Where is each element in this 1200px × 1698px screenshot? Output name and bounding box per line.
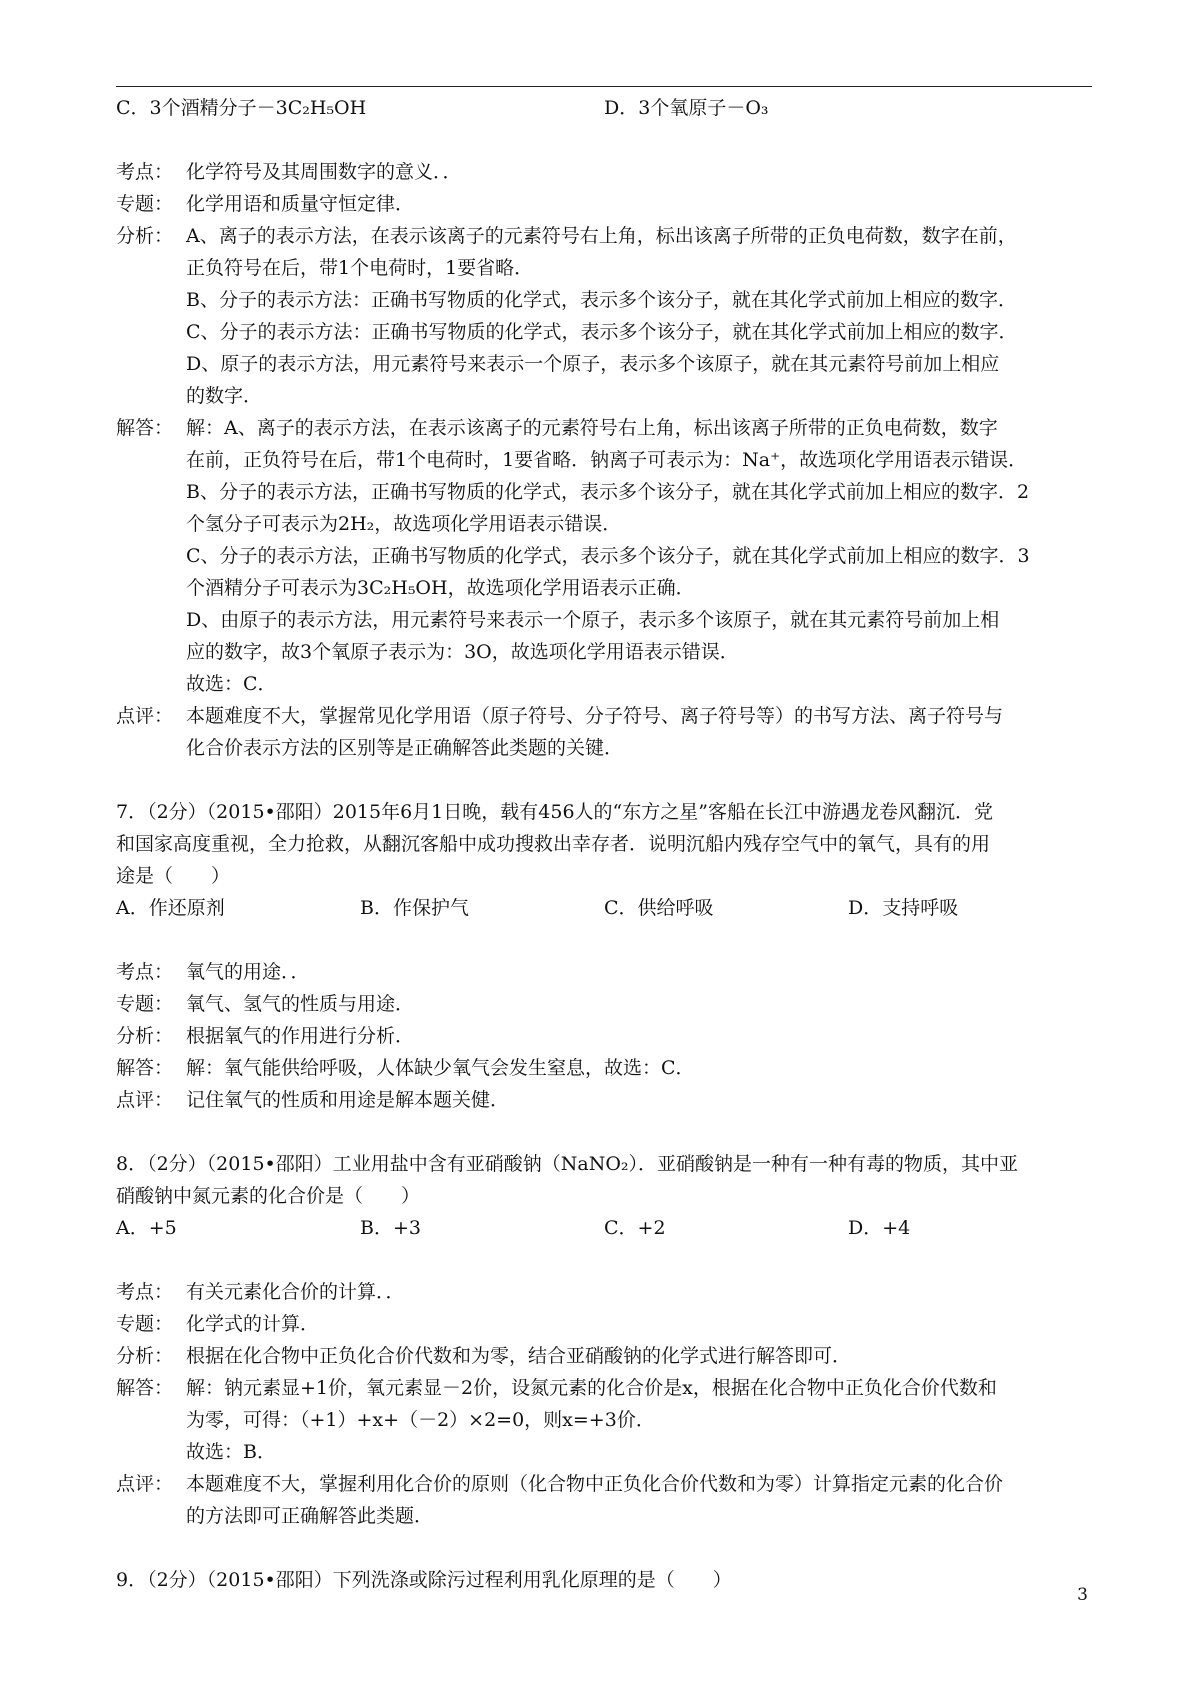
q6-options	[116, 92, 1092, 124]
page-number: 3	[1077, 1585, 1088, 1605]
q8-dianping: 点评： 本题难度不大，掌握利用化合价的原则（化合物中正负化合价代数和为零）计算指定元素的化合价 的方法即可正确解答此类题．	[116, 1473, 1004, 1527]
q8-fenxi: 分析： 根据在化合物中正负化合价代数和为零，结合亚硝酸钠的化学式进行解答即可．	[116, 1345, 852, 1367]
q8-options	[116, 1212, 1092, 1244]
q8-option-c: C．+2	[604, 1217, 666, 1239]
q6-option-d: D．3个氧原子－O₃	[604, 97, 769, 119]
q7-options	[116, 892, 1092, 924]
q7-option-c: C．供给呼吸	[604, 897, 714, 919]
q8-kaodian: 考点： 有关元素化合价的计算．．	[116, 1281, 405, 1303]
q7-dianping: 点评： 记住氧气的性质和用途是解本题关健．	[116, 1089, 510, 1111]
page-content	[116, 92, 1092, 1596]
q7-fenxi: 分析： 根据氧气的作用进行分析．	[116, 1025, 415, 1047]
header-rule	[116, 86, 1092, 87]
q7-option-a: A．作还原剂	[116, 897, 225, 919]
q7-kaodian: 考点： 氧气的用途．．	[116, 961, 310, 983]
q8-option-a: A．+5	[116, 1217, 177, 1239]
q8-stem: 8．（2分）（2015•邵阳）工业用盐中含有亚硝酸钠（NaNO₂）．亚硝酸钠是一种有一种有毒的物质，其中亚 硝酸钠中氮元素的化合价是（ ）	[116, 1153, 1019, 1207]
q6-kaodian: 考点： 化学符号及其周围数字的意义．．	[116, 161, 462, 183]
q6-fenxi: 分析： A、离子的表示方法，在表示该离子的元素符号右上角，标出该离子所带的正负电荷数，数字在前， 正负符号在后，带1个电荷时，1要省略． B、分子的表示方法：正确书写物质的化学式，表示多个该分子，就在其化学式前加上相应的数字． C、分子的表示方法：正确书写物质的化学式，表示多个该分子，就在其化学式前加上相应的数字． D、原子的表示方法，用元素符号来表示一个原子，表示多个该原子，就在其元素符号前加上相应 的数字．	[116, 225, 1018, 407]
q8-zhuanti: 专题： 化学式的计算．	[116, 1313, 320, 1335]
q6-zhuanti: 专题： 化学用语和质量守恒定律．	[116, 193, 415, 215]
q8-jieda: 解答： 解：钠元素显+1价，氧元素显－2价，设氮元素的化合价是x，根据在化合物中正负化合价代数和 为零，可得：（+1）+x+（－2）×2=0，则x=+3价． 故选：B．	[116, 1377, 997, 1463]
q9-stem: 9．（2分）（2015•邵阳）下列洗涤或除污过程利用乳化原理的是（ ）	[116, 1569, 732, 1591]
q7-jieda: 解答： 解：氧气能供给呼吸，人体缺少氧气会发生窒息，故选：C．	[116, 1057, 695, 1079]
q8-option-d: D．+4	[848, 1217, 911, 1239]
q7-stem: 7．（2分）（2015•邵阳）2015年6月1日晚，载有456人的“东方之星”客船在长江中游遇龙卷风翻沉．党 和国家高度重视，全力抢救，从翻沉客船中成功搜救出幸存者．说明沉船内残存空气中的氧气，具有的用 途是（ ）	[116, 801, 993, 887]
q6-dianping: 点评： 本题难度不大，掌握常见化学用语（原子符号、分子符号、离子符号等）的书写方法、离子符号与 化合价表示方法的区别等是正确解答此类题的关键．	[116, 705, 1004, 759]
q8-option-b: B．+3	[360, 1217, 421, 1239]
q7-option-b: B．作保护气	[360, 897, 469, 919]
q7-zhuanti: 专题： 氧气、氢气的性质与用途．	[116, 993, 415, 1015]
q6-jieda: 解答： 解：A、离子的表示方法，在表示该离子的元素符号右上角，标出该离子所带的正负电荷数，数字 在前，正负符号在后，带1个电荷时，1要省略．钠离子可表示为：Na⁺，故选项化学用语表示错误． B、分子的表示方法，正确书写物质的化学式，表示多个该分子，就在其化学式前加上相应的数字．2 个氢分子可表示为2H₂，故选项化学用语表示错误． C、分子的表示方法，正确书写物质的化学式，表示多个该分子，就在其化学式前加上相应的数字．3 个酒精分子可表示为3C₂H₅OH，故选项化学用语表示正确． D、由原子的表示方法，用元素符号来表示一个原子，表示多个该原子，就在其元素符号前加上相 应的数字，故3个氧原子表示为：3O，故选项化学用语表示错误． 故选：C．	[116, 417, 1030, 695]
q6-option-c: C．3个酒精分子－3C₂H₅OH	[116, 97, 367, 119]
q7-option-d: D．支持呼吸	[848, 897, 959, 919]
